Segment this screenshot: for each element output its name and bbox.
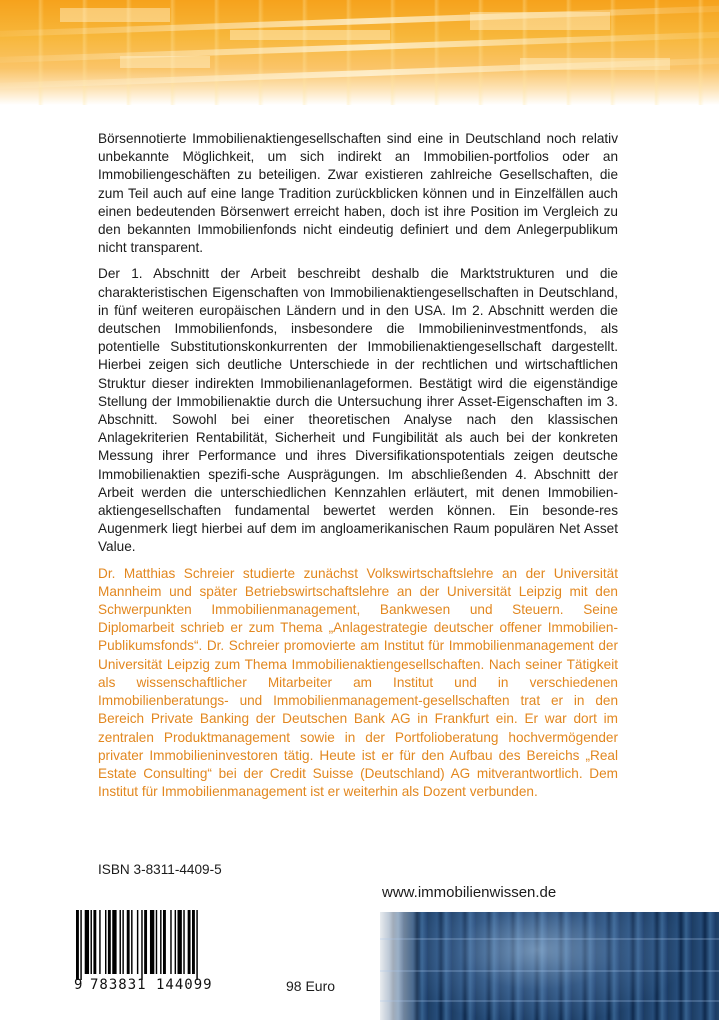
barcode-lead-digit: 9 [74, 977, 83, 993]
banner-highlight-block [470, 12, 610, 30]
photo-glow [420, 912, 680, 1020]
barcode [74, 910, 270, 980]
top-banner-image [0, 0, 719, 105]
banner-highlight-block [120, 56, 210, 68]
price-label: 98 Euro [286, 978, 336, 994]
author-bio-paragraph: Dr. Matthias Schreier studierte zunächst Volkswirtschaftslehre an der Universität Mannheim und später Betriebswirtschaftslehre an der Universität Leipzig mit den Schwerpunkten Immobilienmanagement, Bankwesen und Steuern. Seine Diplomarbeit schrieb er zum Thema „Anlagestrategie deutscher offener Immobilien-Publikumsfonds“. Dr. Schreier promovierte am Institut für Immobilienmanagement der Universität Leipzig zum Thema Immobilienaktiengesellschaften. Nach seiner Tätigkeit als wissenschaftlicher Mitarbeiter am Institut und in verschiedenen Immobilienberatungs- und Immobilienmanagement-gesellschaften trat er in den Bereich Private Banking der Deutschen Bank AG in Frankfurt ein. Er war dort im zentralen Produktmanagement sowie in der Portfolioberatung hochvermögender privater Immobilieninvestoren tätig. Heute ist er für den Aufbau des Bereichs „Real Estate Consulting“ bei der Credit Suisse (Deutschland) AG mitverantwortlich. Dem Institut für Immobilienmanagement ist er weiterhin als Dozent verbunden. [98, 565, 618, 800]
barcode-digits: 783831 144099 [90, 977, 213, 993]
photo-line [380, 1000, 719, 1002]
website-url[interactable]: www.immobilienwissen.de [382, 884, 557, 901]
photo-line [380, 938, 719, 940]
summary-paragraph: Der 1. Abschnitt der Arbeit beschreibt deshalb die Marktstrukturen und die charakteristischen Eigenschaften von Immobilienaktiengesellschaften in Deutschland, in fünf weiteren europäischen Ländern und in den USA. Im 2. Abschnitt werden die deutschen Immobilienfonds, insbesondere die Immobilieninvestmentfonds, als potentielle Substitutionskonkurrenten der Immobilienaktiengesellschaft dargestellt. Hierbei zeigen sich deutliche Unterschiede in der rechtlichen und wirtschaftlichen Struktur dieser indirekten Immobilienanlageformen. Bestätigt wird die eigenständige Stellung der Immobilienaktie durch die Untersuchung ihrer Asset-Eigenschaften im 3. Abschnitt. Sowohl bei einer theoretischen Analyse nach den klassischen Anlagekriterien Rentabilität, Sicherheit und Fungibilität als auch bei der konkreten Messung ihrer Performance und ihres Diversifikationspotentials zeigen deutsche Immobilienaktien spezifi-sche Ausprägungen. Im abschließenden 4. Abschnitt der Arbeit werden die unterschiedlichen Kennzahlen erläutert, mit denen Immobilien-aktiengesellschaften fundamental bewertet werden können. Ein besonde-res Augenmerk liegt hierbei auf dem im angloamerikanischen Raum populären Net Asset Value. [98, 266, 618, 555]
banner-highlight-block [230, 30, 390, 40]
back-cover-text [98, 130, 618, 809]
banner-highlight-block [60, 8, 170, 22]
photo-line [380, 970, 719, 972]
banner-highlight-block [520, 58, 670, 70]
isbn-label: ISBN 3-8311-4409-5 [98, 862, 222, 877]
bottom-photo-image [380, 912, 719, 1020]
intro-paragraph: Börsennotierte Immobilienaktiengesellschaften sind eine in Deutschland noch relativ unbekannte Möglichkeit, um sich indirekt an Immobilien-portfolios oder an Immobiliengeschäften zu beteiligen. Zwar existieren zahlreiche Gesellschaften, die zum Teil auch auf eine lange Tradition zurückblicken können und in Einzelfällen auch einen bedeutenden Börsenwert erreicht haben, doch ist ihre Position im Vergleich zu den bekannten Immobilienfonds nicht eindeutig definiert und dem Anlegerpublikum nicht transparent. [98, 131, 618, 256]
